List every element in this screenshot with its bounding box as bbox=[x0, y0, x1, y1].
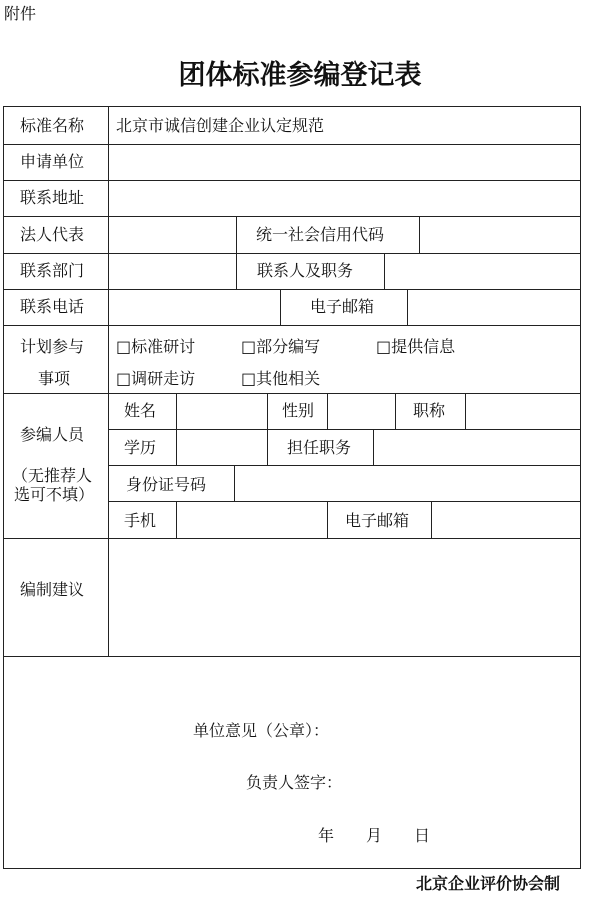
member-title-label: 职称 bbox=[413, 401, 446, 420]
plan-label-line2: 事项 bbox=[38, 369, 71, 388]
standard-name-label: 标准名称 bbox=[20, 116, 85, 135]
address-field[interactable] bbox=[110, 182, 579, 214]
standard-name-value: 北京市诚信创建企业认定规范 bbox=[116, 116, 325, 135]
option-other-checkbox[interactable]: □其他相关 bbox=[241, 369, 321, 388]
applicant-field[interactable] bbox=[110, 146, 579, 178]
form-title: 团体标准参编登记表 bbox=[178, 60, 422, 91]
footer-maker: 北京企业评价协会制 bbox=[416, 874, 561, 893]
phone-field[interactable] bbox=[110, 291, 278, 323]
member-position-field[interactable] bbox=[375, 431, 578, 463]
leader-sign-label: 负责人签字： bbox=[246, 773, 343, 792]
applicant-label: 申请单位 bbox=[20, 152, 85, 171]
members-note-line2: 选可不填） bbox=[14, 485, 95, 504]
address-label: 联系地址 bbox=[20, 188, 85, 207]
member-id-field[interactable] bbox=[236, 467, 578, 499]
member-education-field[interactable] bbox=[178, 431, 265, 463]
phone-label: 联系电话 bbox=[20, 297, 85, 316]
members-label: 参编人员 bbox=[20, 425, 85, 444]
member-name-label: 姓名 bbox=[124, 401, 157, 420]
member-education-label: 学历 bbox=[124, 438, 157, 457]
member-gender-label: 性别 bbox=[282, 401, 315, 420]
unit-opinion-label: 单位意见（公章）： bbox=[193, 721, 330, 740]
member-id-label: 身份证号码 bbox=[126, 475, 207, 494]
suggestion-label: 编制建议 bbox=[20, 580, 85, 599]
date-line: 年 月 日 bbox=[318, 826, 431, 845]
plan-label-line1: 计划参与 bbox=[20, 337, 85, 356]
option-partial-writing-checkbox[interactable]: □部分编写 bbox=[241, 337, 321, 356]
member-name-field[interactable] bbox=[178, 395, 265, 427]
member-gender-field[interactable] bbox=[329, 395, 393, 427]
email-label: 电子邮箱 bbox=[310, 297, 375, 316]
suggestion-field[interactable] bbox=[110, 540, 578, 654]
contact-field[interactable] bbox=[386, 255, 578, 287]
legal-rep-field[interactable] bbox=[110, 218, 234, 251]
option-standard-discussion-checkbox[interactable]: □标准研讨 bbox=[116, 337, 196, 356]
email-field[interactable] bbox=[409, 291, 578, 323]
member-position-label: 担任职务 bbox=[287, 438, 352, 457]
member-mobile-field[interactable] bbox=[178, 503, 325, 536]
member-mobile-label: 手机 bbox=[124, 511, 157, 530]
dept-label: 联系部门 bbox=[20, 261, 85, 280]
attachment-label: 附件 bbox=[4, 4, 37, 23]
credit-code-field[interactable] bbox=[421, 218, 578, 251]
option-field-research-checkbox[interactable]: □调研走访 bbox=[116, 369, 196, 388]
contact-label: 联系人及职务 bbox=[257, 261, 354, 280]
member-email-field[interactable] bbox=[433, 503, 578, 536]
member-email-label: 电子邮箱 bbox=[345, 511, 410, 530]
legal-rep-label: 法人代表 bbox=[20, 225, 85, 244]
credit-code-label: 统一社会信用代码 bbox=[256, 225, 385, 244]
member-title-field[interactable] bbox=[467, 395, 578, 427]
option-provide-info-checkbox[interactable]: □提供信息 bbox=[376, 337, 456, 356]
dept-field[interactable] bbox=[110, 255, 234, 287]
members-note-line1: （无推荐人 bbox=[12, 466, 93, 485]
